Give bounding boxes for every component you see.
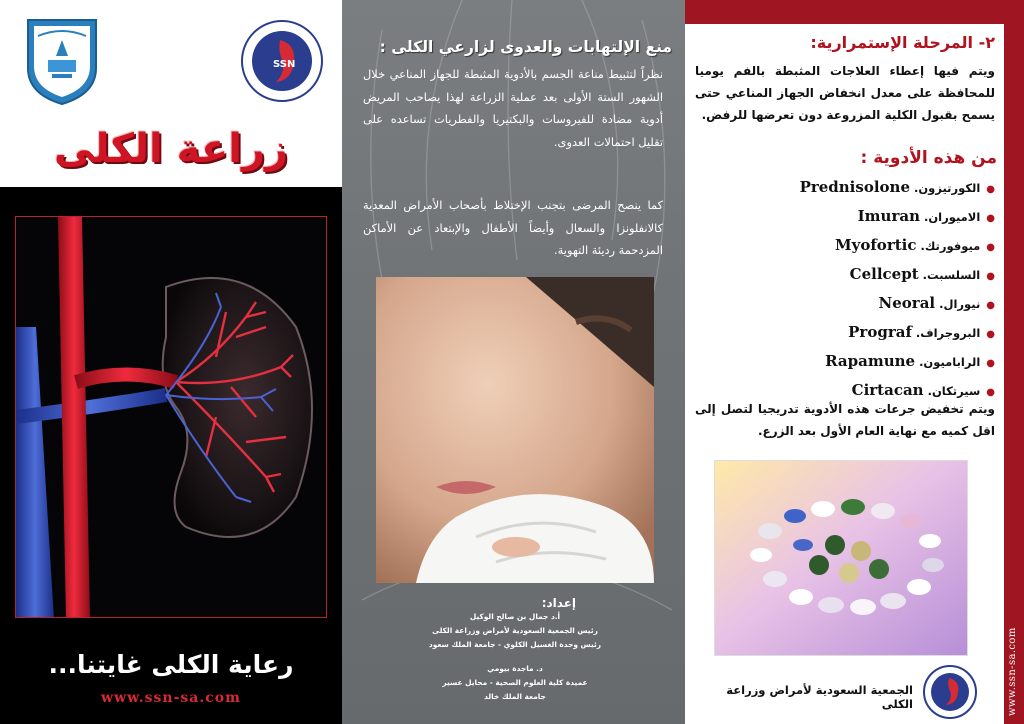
drug-latin-name: Rapamune	[825, 352, 916, 370]
left-panel	[0, 0, 342, 724]
ssn-logo-small	[921, 664, 979, 720]
drug-arabic-name: الكورتيزون.	[913, 181, 981, 195]
list-item	[695, 236, 995, 265]
bullet-icon: ●	[986, 271, 995, 282]
phase-heading: ٢- المرحلة الإستمرارية:	[810, 33, 995, 52]
bullet-icon: ●	[986, 300, 995, 311]
list-item	[695, 265, 995, 294]
list-item	[695, 207, 995, 236]
author1-name: أ.د جمال بن صالح الوكيل	[469, 612, 561, 621]
bullet-icon: ●	[986, 387, 995, 398]
drug-arabic-name: الاميوران.	[923, 210, 981, 224]
author2-name: د. ماجدة بيومي	[487, 664, 543, 673]
slogan: رعاية الكلى غايتنا...	[48, 650, 294, 679]
drug-latin-name: Cirtacan	[851, 381, 924, 399]
drug-arabic-name: ميوفورتك.	[920, 239, 981, 253]
bullet-icon: ●	[986, 213, 995, 224]
drug-arabic-name: السلسبت.	[922, 268, 981, 282]
right-panel	[685, 0, 1024, 724]
author1-role: رئيس الجمعية السعودية لأمراض وزراعة الكلى	[432, 626, 598, 635]
phase-paragraph: ويتم فيها إعطاء العلاجات المثبطة بالفم يوميا للمحافظة على معدل انخفاض الجهاز المناعي حتى يسمح بقبول الكلية المزروعة دون تعرضها للرفض.	[695, 64, 995, 122]
section-title: منع الإلتهابات والعدوى لزارعي الكلى :	[379, 38, 672, 56]
list-item	[695, 323, 995, 352]
sneezing-woman-photo	[376, 277, 654, 583]
author2-role: عميدة كلية العلوم الصحية - محايل عسير	[442, 678, 588, 687]
drug-arabic-name: البروجراف.	[915, 326, 981, 340]
list-item	[695, 352, 995, 381]
list-item	[695, 178, 995, 207]
bullet-icon: ●	[986, 242, 995, 253]
website-link[interactable]: www.ssn-sa.com	[101, 690, 241, 706]
infection-paragraph: نظراً لتثبيط مناعة الجسم بالأدوية المثبطة للجهاز المناعي خلال الشهور الستة الأولى بعد عملية الزراعة لهذا يصاحب المريض أدوية مضادة للفيروسات والبكتيريا والفطريات تساعده على تقليل احتمالات العدوى.	[363, 67, 663, 149]
author1-role: رئيس وحدة الغسيل الكلوي - جامعة الملك سعود	[428, 640, 602, 649]
side-website[interactable]: www.ssn-sa.com	[1007, 627, 1018, 716]
bullet-icon: ●	[986, 184, 995, 195]
drug-latin-name: Imuran	[857, 207, 920, 225]
ssn-logo	[238, 18, 326, 104]
drug-latin-name: Cellcept	[849, 265, 919, 283]
bullet-icon: ●	[986, 329, 995, 340]
drug-arabic-name: الراباميون.	[919, 355, 981, 369]
organization-name: الجمعية السعودية لأمراض وزراعة الكلى	[726, 683, 913, 711]
ksu-logo	[22, 16, 102, 106]
svg-text:SSN: SSN	[273, 59, 296, 70]
list-item	[695, 294, 995, 323]
pills-photo	[714, 460, 968, 656]
middle-panel	[342, 0, 685, 724]
drugs-heading: من هذه الأدوية :	[860, 148, 997, 168]
drug-arabic-name: نيورال.	[939, 297, 981, 311]
drug-arabic-name: سيرتكان.	[927, 384, 981, 398]
left-header	[0, 0, 342, 187]
drug-latin-name: Prograf	[848, 323, 912, 341]
drug-latin-name: Prednisolone	[799, 178, 910, 196]
kidney-illustration	[15, 216, 327, 618]
top-stripe	[685, 0, 1024, 24]
drug-latin-name: Myofortic	[835, 236, 917, 254]
drug-list	[695, 178, 995, 410]
dosage-paragraph: ويتم تخفيض جرعات هذه الأدوية تدريجيا لتصل إلى اقل كميه مع نهاية العام الأول بعد الزرع.	[695, 402, 995, 438]
credits-label: إعداد:	[541, 596, 576, 610]
credits-block	[372, 596, 658, 704]
bullet-icon: ●	[986, 358, 995, 369]
brochure-title: زراعة الكلى	[53, 126, 289, 172]
author2-role: جامعة الملك خالد	[484, 692, 546, 701]
advice-paragraph: كما ينصح المرضى بتجنب الإختلاط بأصحاب الأمراض المعدية كالانفلونزا والسعال وأيضاً الأطفال والإبتعاد عن الأماكن المزدحمة رديئة التهوية.	[363, 198, 663, 257]
drug-latin-name: Neoral	[878, 294, 936, 312]
